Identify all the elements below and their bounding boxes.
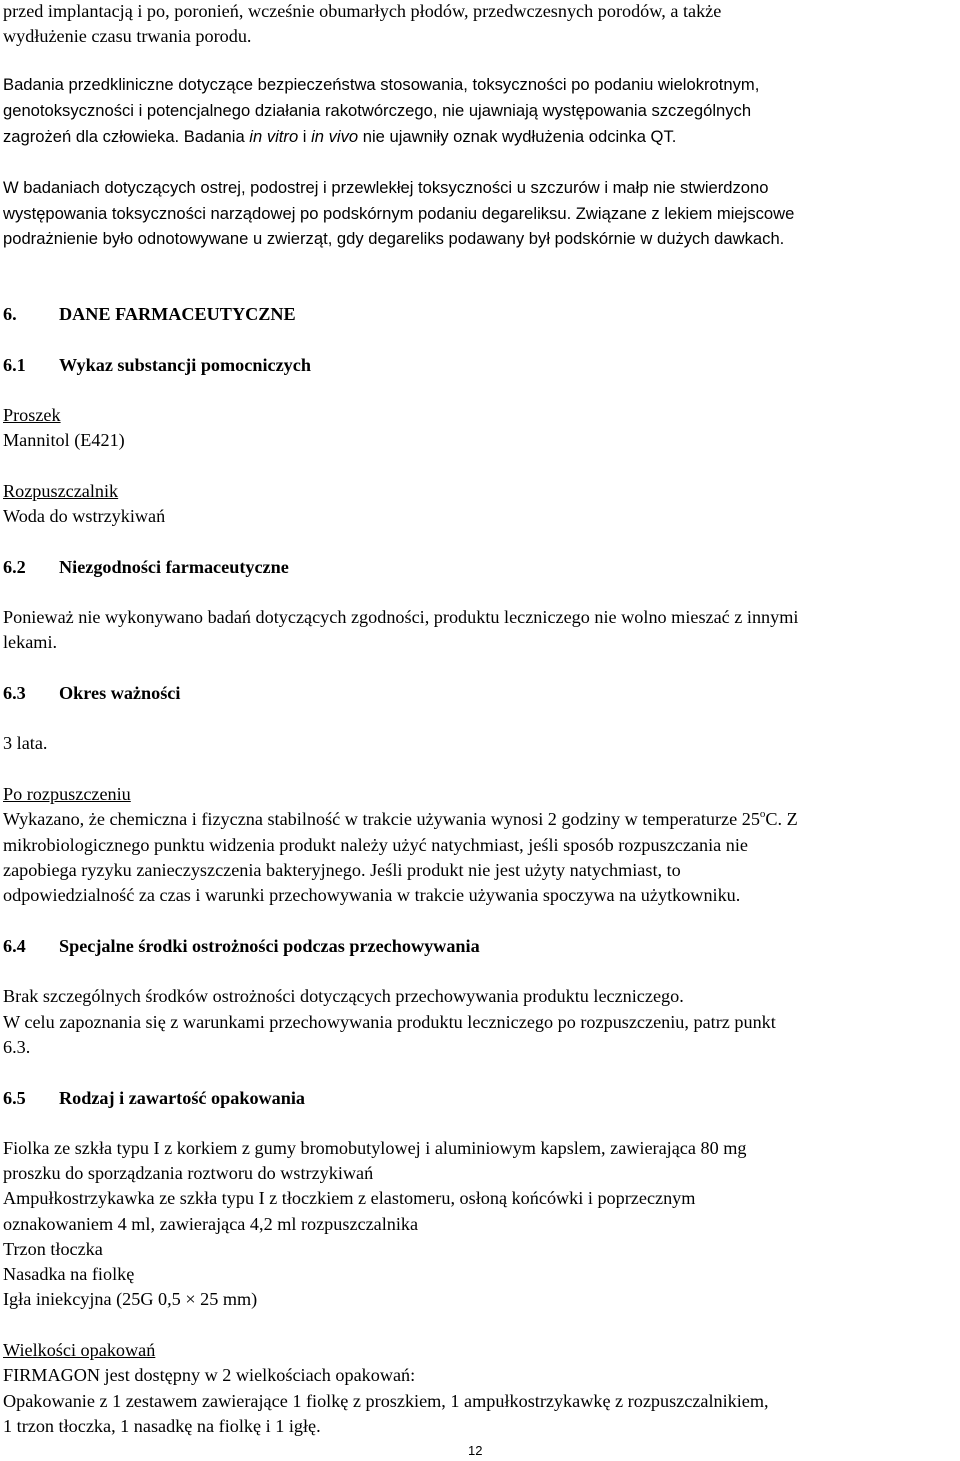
powder-label: Proszek bbox=[3, 405, 61, 425]
storage-line-1: Brak szczególnych środków ostrożności dotyczących przechowywania produktu leczniczego. bbox=[3, 986, 684, 1006]
section-6-1-number: 6.1 bbox=[3, 355, 26, 375]
section-6-number: 6. bbox=[3, 304, 17, 324]
container-line-1: Fiolka ze szkła typu I z korkiem z gumy bromobutylowej i aluminiowym kapslem, zawierająca 80 mg bbox=[3, 1138, 747, 1158]
intro-line-1: przed implantacją i po, poronień, wcześnie obumarłych płodów, przedwczesnych porodów, a także bbox=[3, 1, 722, 21]
preclinical-line-3-start: zagrożeń dla człowieka. Badania bbox=[3, 127, 250, 146]
in-vitro-term: in vitro bbox=[249, 127, 299, 146]
section-6-5-number: 6.5 bbox=[3, 1088, 26, 1108]
stability-line-2: mikrobiologicznego punktu widzenia produkt należy użyć natychmiast, jeśli sposób rozpuszczania nie bbox=[3, 835, 748, 855]
container-line-7: Igła iniekcyjna (25G 0,5 × 25 mm) bbox=[3, 1289, 258, 1309]
preclinical-line-2: genotoksyczności i potencjalnego działania rakotwórczego, nie ujawniają występowania szczególnych bbox=[3, 101, 752, 120]
stability-line-1-end: C. Z bbox=[765, 809, 798, 829]
section-6-heading bbox=[3, 303, 296, 325]
solvent-label: Rozpuszczalnik bbox=[3, 481, 119, 501]
shelf-life-value: 3 lata. bbox=[3, 733, 48, 753]
container-line-6: Nasadka na fiolkę bbox=[3, 1264, 135, 1284]
storage-line-3: 6.3. bbox=[3, 1037, 31, 1057]
section-6-1-heading bbox=[3, 354, 311, 376]
after-reconstitution-label: Po rozpuszczeniu bbox=[3, 784, 131, 804]
container-line-5: Trzon tłoczka bbox=[3, 1239, 103, 1259]
section-6-1-title: Wykaz substancji pomocniczych bbox=[59, 355, 311, 375]
incompatibility-line-1: Ponieważ nie wykonywano badań dotyczących zgodności, produktu leczniczego nie wolno mieszać z innymi bbox=[3, 607, 799, 627]
section-6-5-title: Rodzaj i zawartość opakowania bbox=[59, 1088, 306, 1108]
preclinical-and: i bbox=[298, 127, 312, 146]
in-vivo-term: in vivo bbox=[311, 127, 359, 146]
stability-line-3: zapobiega ryzyku zanieczyszczenia bakteryjnego. Jeśli produkt nie jest użyty natychmiast, to bbox=[3, 860, 681, 880]
storage-line-2: W celu zapoznania się z warunkami przechowywania produktu leczniczego po rozpuszczeniu, patrz punkt bbox=[3, 1012, 776, 1032]
section-6-5-heading bbox=[3, 1087, 305, 1109]
intro-line-2: wydłużenie czasu trwania porodu. bbox=[3, 26, 252, 46]
toxicity-line-1: W badaniach dotyczących ostrej, podostrej i przewlekłej toksyczności u szczurów i małp nie stwierdzono bbox=[3, 178, 769, 197]
powder-item: Mannitol (E421) bbox=[3, 430, 125, 450]
pack-sizes-line-3: 1 trzon tłoczka, 1 nasadkę na fiolkę i 1 igłę. bbox=[3, 1416, 321, 1436]
toxicity-line-3: podrażnienie było odnotowywane u zwierząt, gdy degareliks podawany był podskórnie w dużych dawkach. bbox=[3, 229, 785, 248]
stability-line-1 bbox=[3, 808, 798, 833]
pack-sizes-line-1: FIRMAGON jest dostępny w 2 wielkościach opakowań: bbox=[3, 1365, 416, 1385]
section-6-4-title: Specjalne środki ostrożności podczas przechowywania bbox=[59, 936, 480, 956]
section-6-2-title: Niezgodności farmaceutyczne bbox=[59, 557, 289, 577]
section-6-4-heading bbox=[3, 935, 480, 957]
toxicity-line-2: występowania toksyczności narządowej po podskórnym podaniu degareliksu. Związane z lekiem miejscowe bbox=[3, 204, 795, 223]
stability-line-1-start: Wykazano, że chemiczna i fizyczna stabilność w trakcie używania wynosi 2 godziny w temperaturze 25 bbox=[3, 809, 760, 829]
stability-line-4: odpowiedzialność za czas i warunki przechowywania w trakcie używania spoczywa na użytkowniku. bbox=[3, 885, 741, 905]
section-6-3-number: 6.3 bbox=[3, 683, 26, 703]
section-6-3-title: Okres ważności bbox=[59, 683, 181, 703]
container-line-3: Ampułkostrzykawka ze szkła typu I z tłoczkiem z elastomeru, osłoną końcówki i poprzecznym bbox=[3, 1188, 696, 1208]
section-6-3-heading bbox=[3, 682, 180, 704]
container-line-4: oznakowaniem 4 ml, zawierająca 4,2 ml rozpuszczalnika bbox=[3, 1214, 419, 1234]
page-number: 12 bbox=[468, 1443, 483, 1458]
section-6-4-number: 6.4 bbox=[3, 936, 26, 956]
preclinical-line-3-end: nie ujawniły oznak wydłużenia odcinka QT. bbox=[358, 127, 677, 146]
container-line-2: proszku do sporządzania roztworu do wstrzykiwań bbox=[3, 1163, 374, 1183]
section-6-2-number: 6.2 bbox=[3, 557, 26, 577]
section-6-title: DANE FARMACEUTYCZNE bbox=[59, 304, 296, 324]
degree-symbol: o bbox=[759, 808, 766, 820]
preclinical-line-1: Badania przedkliniczne dotyczące bezpieczeństwa stosowania, toksyczności po podaniu wielokrotnym, bbox=[3, 75, 760, 94]
pack-sizes-label: Wielkości opakowań bbox=[3, 1340, 156, 1360]
solvent-item: Woda do wstrzykiwań bbox=[3, 506, 166, 526]
incompatibility-line-2: lekami. bbox=[3, 632, 58, 652]
pack-sizes-line-2: Opakowanie z 1 zestawem zawierające 1 fiolkę z proszkiem, 1 ampułkostrzykawkę z rozpuszczalnikiem, bbox=[3, 1391, 769, 1411]
preclinical-line-3 bbox=[3, 126, 676, 148]
section-6-2-heading bbox=[3, 556, 289, 578]
